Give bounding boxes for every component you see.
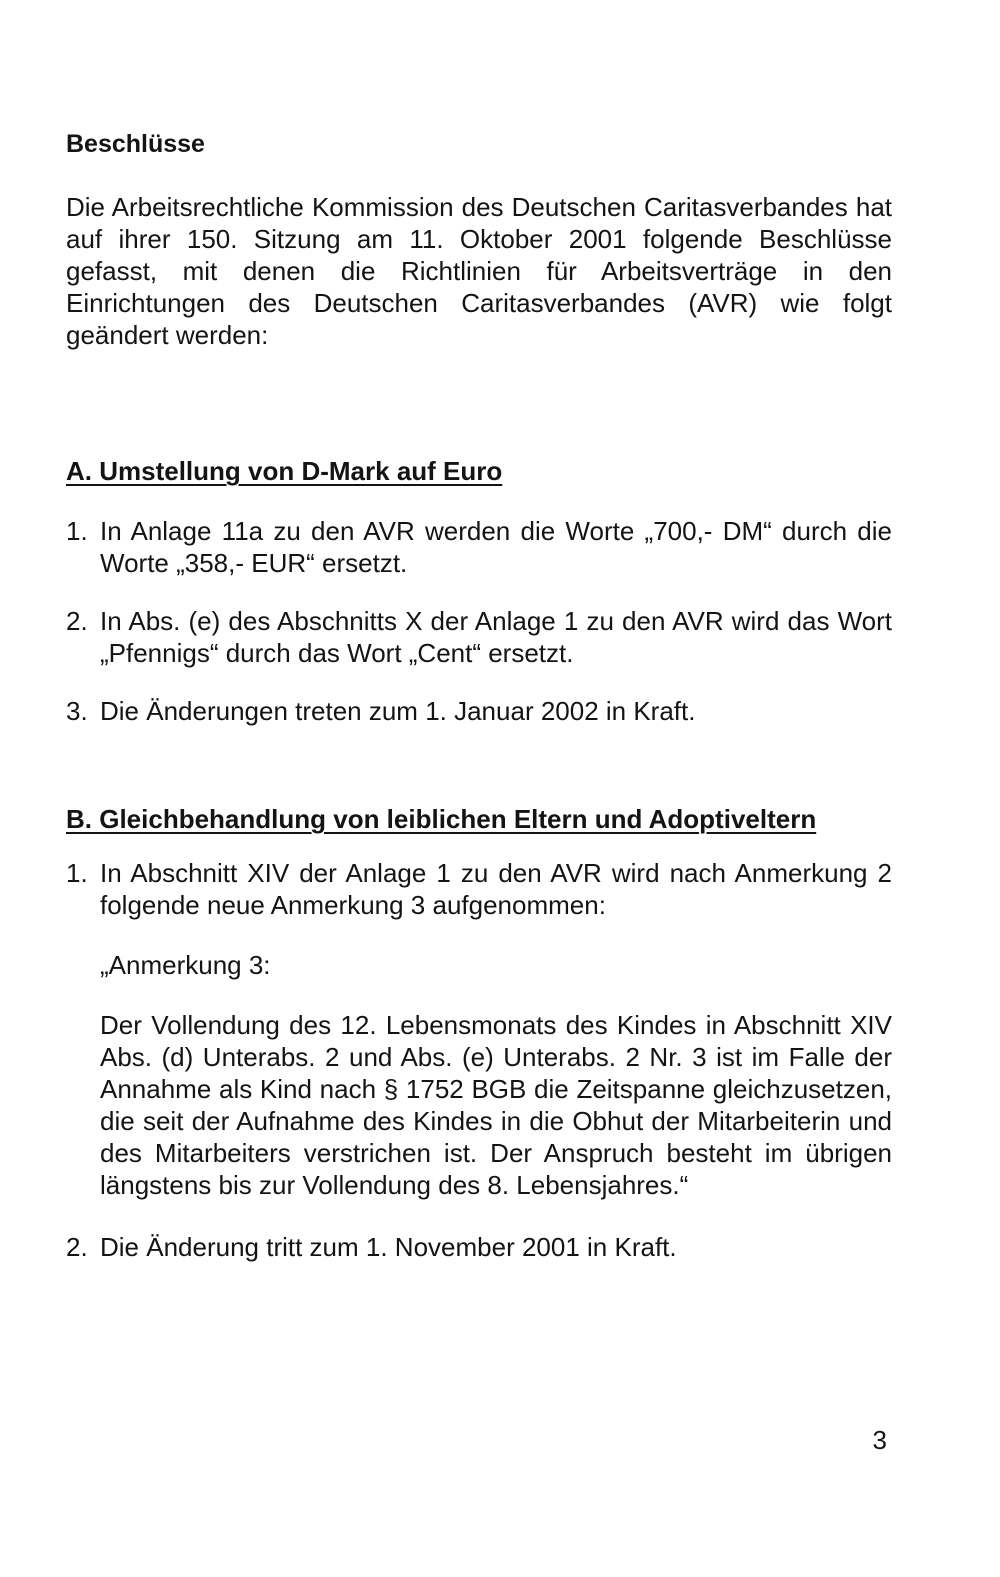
intro-paragraph: Die Arbeitsrechtliche Kommission des Deutschen Caritasverbandes hat auf ihrer 150. Sitzung am 11. Oktober 2001 folgende Beschlüsse gefasst, mit denen die Richtlinien für Arbeitsverträge in den Einrichtungen des Deutschen Caritasverbandes (AVR) wie folgt geändert werden:: [66, 192, 892, 350]
section-b-title: B. Gleichbehandlung von leiblichen Eltern und Adoptiveltern: [66, 804, 817, 834]
item-text: In Abs. (e) des Abschnitts X der Anlage 1 zu den AVR wird das Wort „Pfennigs“ durch das Wort „Cent“ ersetzt.: [100, 606, 892, 668]
item-number: 1.: [66, 858, 88, 888]
page-number: 3: [872, 1425, 887, 1455]
item-number: 2.: [66, 606, 88, 636]
item-content: [100, 857, 892, 1201]
item-text: In Abschnitt XIV der Anlage 1 zu den AVR wird nach Anmerkung 2 folgende neue Anmerkung 3 aufgenommen:: [100, 858, 892, 920]
section-b-list: [66, 857, 892, 1263]
item-text: In Anlage 11a zu den AVR werden die Worte „700,- DM“ durch die Worte „358,- EUR“ ersetzt.: [100, 516, 892, 578]
item-number: 1.: [66, 516, 88, 546]
section-a-title: A. Umstellung von D-Mark auf Euro: [66, 456, 503, 486]
item-number: 3.: [66, 696, 88, 726]
item-text: Die Änderung tritt zum 1. November 2001 in Kraft.: [100, 1232, 677, 1262]
section-a-list: [66, 515, 892, 727]
list-item: [66, 1231, 892, 1263]
list-item: [66, 857, 892, 1201]
page-heading: Beschlüsse: [66, 130, 205, 158]
list-item: [66, 695, 892, 727]
item-text: Die Änderungen treten zum 1. Januar 2002 in Kraft.: [100, 696, 696, 726]
list-item: [66, 515, 892, 579]
item-number: 2.: [66, 1232, 88, 1262]
quote-body: Der Vollendung des 12. Lebensmonats des Kindes in Abschnitt XIV Abs. (d) Unterabs. 2 und Abs. (e) Unterabs. 2 Nr. 3 ist im Falle der Annahme als Kind nach § 1752 BGB die Zeitspanne gleichzusetzen, die seit der Aufnahme des Kindes in die Obhut der Mitarbeiterin und des Mitarbeiters verstrichen ist. Der Anspruch besteht im übrigen längstens bis zur Vollendung des 8. Lebensjahres.“: [100, 1010, 892, 1200]
document-page: [66, 122, 892, 1263]
list-item: [66, 605, 892, 669]
quote-heading: „Anmerkung 3:: [100, 950, 271, 980]
